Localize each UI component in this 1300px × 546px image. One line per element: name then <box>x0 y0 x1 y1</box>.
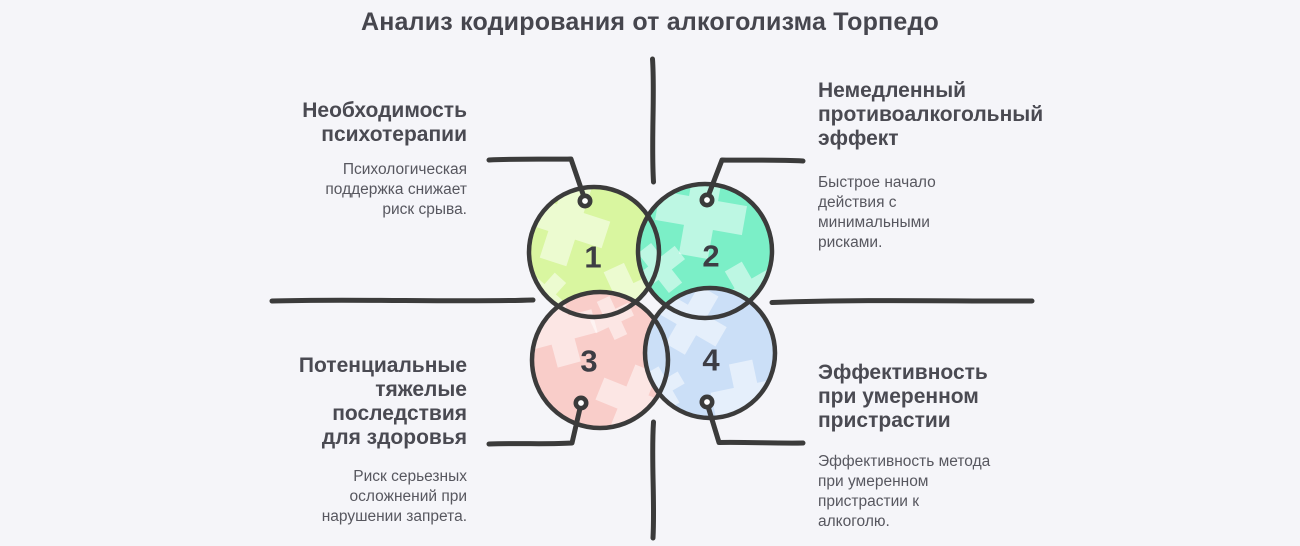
description-line: пристрастии к <box>818 493 920 510</box>
heading-line: последствия <box>332 402 467 425</box>
description-line: Эффективность метода <box>818 453 991 470</box>
description-line: действия с <box>818 194 897 211</box>
axis-line-bottom <box>653 422 654 538</box>
section-bottom-right-heading <box>818 361 1048 433</box>
section-top-left <box>237 99 467 220</box>
section-top-left-description <box>237 160 467 220</box>
axis-line-top <box>653 59 654 182</box>
section-top-right <box>818 79 1078 253</box>
section-top-right-description <box>818 173 1078 253</box>
connector-dot-3 <box>576 398 586 408</box>
heading-line: пристрастии <box>818 409 951 432</box>
section-bottom-right-description <box>818 452 1048 532</box>
description-line: Быстрое начало <box>818 174 936 191</box>
section-top-right-heading <box>818 79 1078 151</box>
axis-line-left <box>272 300 533 301</box>
heading-line: психотерапии <box>321 123 467 146</box>
description-line: Риск серьезных <box>353 468 467 485</box>
section-bottom-left-description <box>237 467 467 527</box>
heading-line: Необходимость <box>302 99 467 122</box>
circle-2-number: 2 <box>702 238 720 274</box>
heading-line: противоалкогольный <box>818 103 1044 126</box>
heading-line: тяжелые <box>375 378 467 401</box>
description-line: поддержка снижает <box>325 181 467 198</box>
description-line: при умеренном <box>818 473 929 490</box>
heading-line: для здоровья <box>321 426 467 449</box>
connector-dot-2 <box>702 195 712 205</box>
description-line: осложнений при <box>349 488 467 505</box>
description-line: Психологическая <box>342 161 467 178</box>
heading-line: Потенциальные <box>298 354 467 377</box>
description-line: минимальными <box>818 214 930 231</box>
description-line: рисками. <box>818 234 883 251</box>
axis-line-right <box>772 301 1032 303</box>
circle-3-number: 3 <box>580 343 598 379</box>
description-line: риск срыва. <box>382 201 467 218</box>
connector-dot-4 <box>702 397 712 407</box>
page-title: Анализ кодирования от алкоголизма Торпедо <box>361 8 939 36</box>
heading-line: эффект <box>818 127 899 150</box>
heading-line: Эффективность <box>818 361 988 384</box>
heading-line: при умеренном <box>818 385 979 408</box>
circle-1-number: 1 <box>584 239 602 275</box>
description-line: алкоголю. <box>818 513 890 530</box>
connector-dot-1 <box>580 196 590 206</box>
section-bottom-left-heading <box>237 354 467 450</box>
description-line: нарушении запрета. <box>321 508 467 525</box>
section-bottom-left <box>237 354 467 527</box>
circle-4-number: 4 <box>702 342 720 378</box>
section-bottom-right <box>818 361 1048 532</box>
section-top-left-heading <box>237 99 467 147</box>
heading-line: Немедленный <box>818 79 967 102</box>
